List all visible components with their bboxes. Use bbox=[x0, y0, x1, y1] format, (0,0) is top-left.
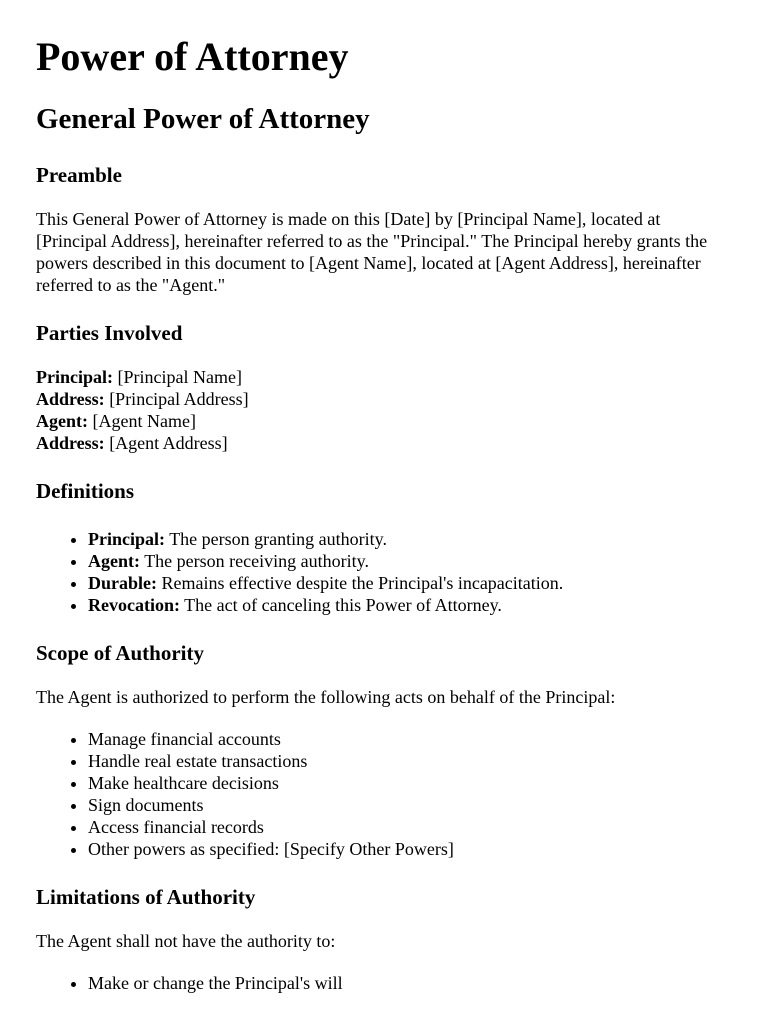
party-value: [Principal Name] bbox=[117, 367, 242, 387]
parties-heading: Parties Involved bbox=[36, 321, 183, 345]
party-row bbox=[36, 410, 734, 432]
definitions-section bbox=[36, 478, 734, 616]
definition-term: Principal: bbox=[88, 529, 165, 549]
party-value: [Agent Address] bbox=[109, 433, 228, 453]
party-label: Address: bbox=[36, 389, 105, 409]
limitations-section bbox=[36, 884, 734, 994]
list-item: • Sign documents bbox=[88, 794, 734, 816]
limitations-heading: Limitations of Authority bbox=[36, 885, 256, 909]
list-item: • Other powers as specified: [Specify Other Powers] bbox=[88, 838, 734, 860]
limitations-list bbox=[36, 972, 734, 994]
parties-section bbox=[36, 320, 734, 454]
definitions-heading: Definitions bbox=[36, 479, 135, 503]
scope-section bbox=[36, 640, 734, 860]
definition-text: The person receiving authority. bbox=[144, 551, 369, 571]
list-item bbox=[88, 550, 734, 572]
list-item bbox=[88, 594, 734, 616]
limitations-intro: The Agent shall not have the authority to: bbox=[36, 931, 336, 951]
party-label: Agent: bbox=[36, 411, 88, 431]
party-row bbox=[36, 366, 734, 388]
list-item bbox=[88, 572, 734, 594]
definition-text: Remains effective despite the Principal's incapacitation. bbox=[161, 573, 564, 593]
scope-heading: Scope of Authority bbox=[36, 641, 204, 665]
definitions-list bbox=[36, 528, 734, 616]
party-row bbox=[36, 388, 734, 410]
definition-term: Agent: bbox=[88, 551, 140, 571]
list-item: • Make or change the Principal's will bbox=[88, 972, 734, 994]
scope-list bbox=[36, 728, 734, 860]
party-value: [Principal Address] bbox=[109, 389, 249, 409]
list-item: • Handle real estate transactions bbox=[88, 750, 734, 772]
party-row bbox=[36, 432, 734, 454]
definition-text: The act of canceling this Power of Attorney. bbox=[184, 595, 502, 615]
preamble-heading: Preamble bbox=[36, 163, 122, 187]
party-value: [Agent Name] bbox=[92, 411, 196, 431]
party-label: Principal: bbox=[36, 367, 113, 387]
document-title: Power of Attorney bbox=[36, 34, 349, 79]
preamble-text: This General Power of Attorney is made on this [Date] by [Principal Name], located at [Principal Address], hereinafter referred to as the "Principal." The Principal hereby grants the powers described in this document to [Agent Name], located at [Agent Address], hereinafter referred to as the "Agent." bbox=[36, 209, 708, 295]
list-item: • Make healthcare decisions bbox=[88, 772, 734, 794]
list-item: • Manage financial accounts bbox=[88, 728, 734, 750]
document-subtitle: General Power of Attorney bbox=[36, 103, 370, 135]
preamble-section bbox=[36, 162, 734, 296]
definition-term: Durable: bbox=[88, 573, 157, 593]
list-item: • Access financial records bbox=[88, 816, 734, 838]
definition-term: Revocation: bbox=[88, 595, 180, 615]
definition-text: The person granting authority. bbox=[169, 529, 387, 549]
scope-intro: The Agent is authorized to perform the following acts on behalf of the Principal: bbox=[36, 687, 616, 707]
parties-list bbox=[36, 366, 734, 454]
list-item bbox=[88, 528, 734, 550]
party-label: Address: bbox=[36, 433, 105, 453]
